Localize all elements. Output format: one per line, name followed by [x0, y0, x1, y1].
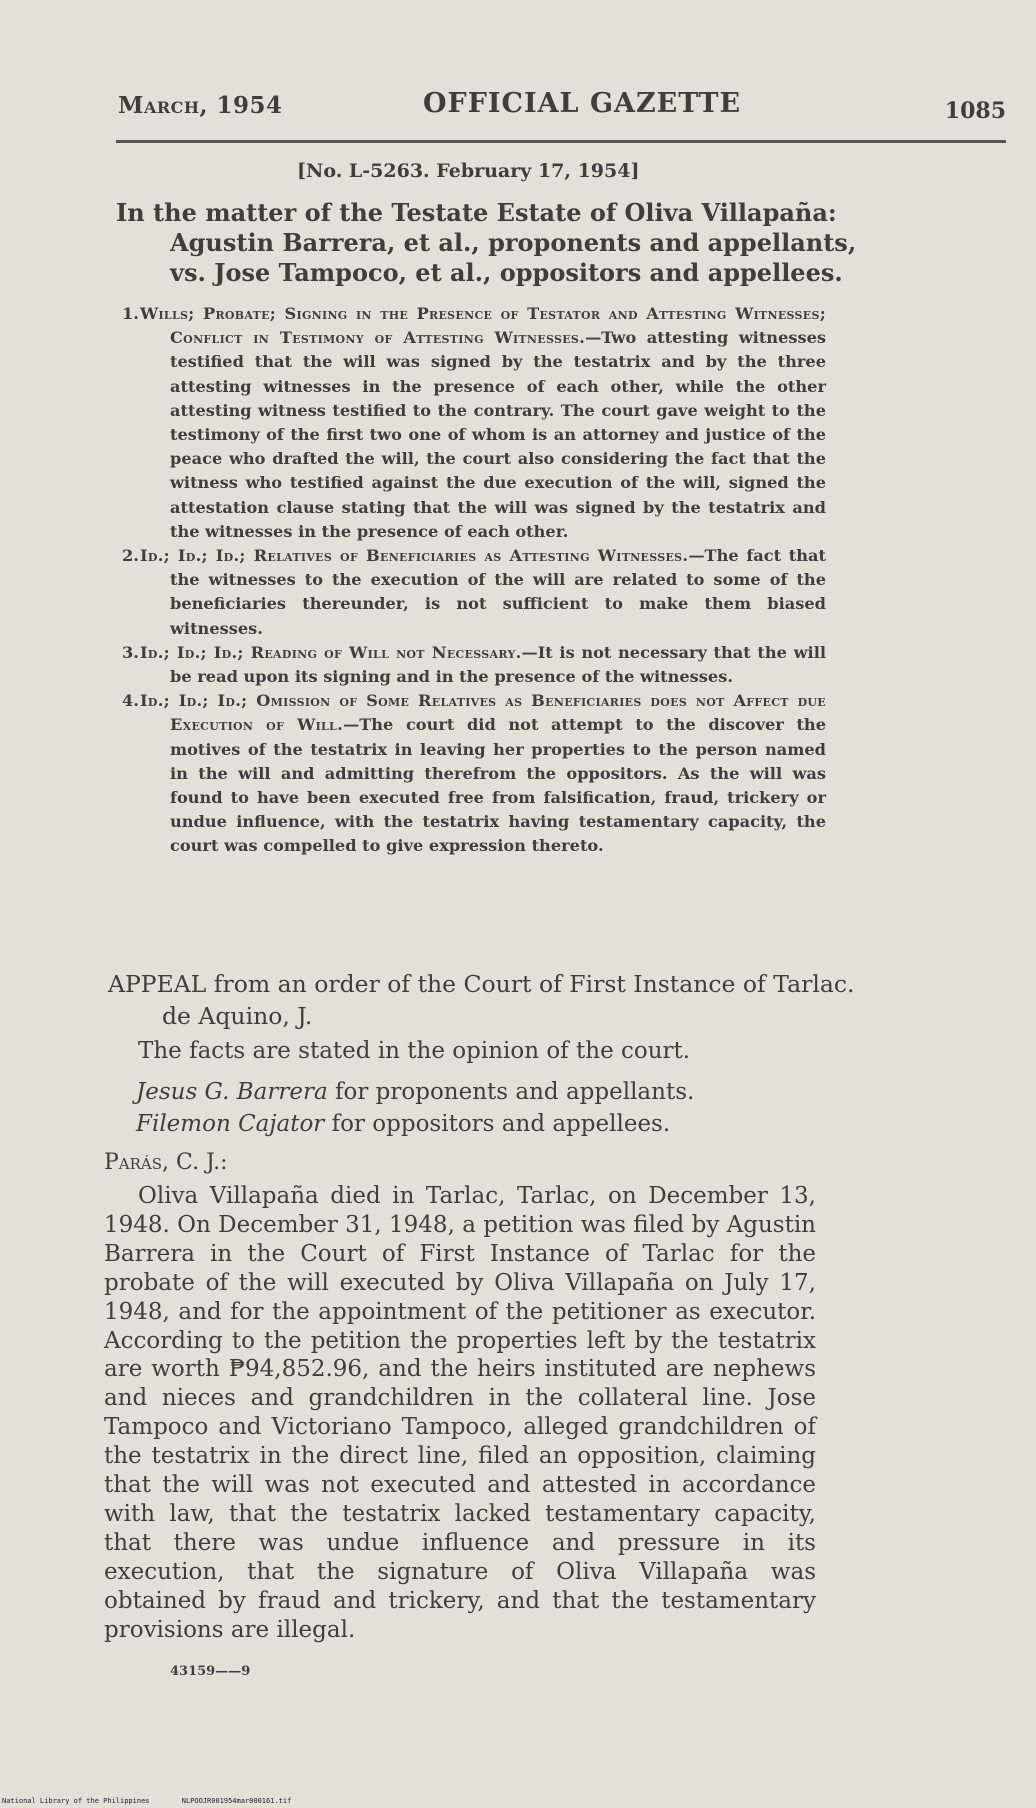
credit-library: National Library of the Philippines: [2, 1797, 150, 1805]
counsel-line: Jesus G. Barrera for proponents and appellants.: [136, 1079, 695, 1105]
syllabus-list: [122, 302, 826, 859]
counsel-name: Jesus G. Barrera: [136, 1079, 328, 1105]
counsel-line: Filemon Cajator for oppositors and appellees.: [136, 1111, 671, 1137]
appeal-statement: [108, 968, 886, 1032]
printer-code: 43159——9: [170, 1664, 251, 1679]
header-date: March, 1954: [118, 92, 283, 119]
syllabus-item: 2.Id.; Id.; Id.; Relatives of Beneficiaries as Attesting Witnesses.—The fact that the witnesses to the execution of the will are related to some of the beneficiaries thereunder, is not sufficient to make them biased witnesses.: [122, 546, 826, 638]
syllabus-heading: Id.; Id.; Id.; Omission of Some Relatives as Beneficiaries does not Affect due Execution of Will.: [140, 691, 826, 735]
syllabus-heading: Id.; Id.; Id.; Reading of Will not Necessary.: [140, 642, 522, 662]
credit-file: NLPOOJR001954mar000161.tif: [181, 1797, 292, 1805]
appeal-judge: de Aquino, J.: [162, 1002, 313, 1030]
syllabus-text: —The fact that the witnesses to the execution of the will are related to some of the beneficiaries thereunder, is not sufficient to make them biased witnesses.: [170, 546, 826, 638]
header-page-number: 1085: [944, 98, 1006, 124]
page-header: [118, 88, 1006, 128]
scan-credit: [2, 1797, 319, 1805]
syllabus-text: —Two attesting witnesses testified that the will was signed by the testatrix and by the three attesting witnesses in the presence of each other, while the other attesting witness testified to the contrary. The court gave weight to the testimony of the first two one of whom is an attorney and justice of the peace who drafted the will, the court also considering the fact that the witness who testified against the due execution of the will, signed the attestation clause stating that the will was signed by the testatrix and the witnesses in the presence of each other.: [170, 328, 827, 541]
counsel-name: Filemon Cajator: [136, 1111, 325, 1137]
opinion-author: Parás, C. J.:: [104, 1150, 228, 1175]
syllabus-item: 3.Id.; Id.; Id.; Reading of Will not Necessary.—It is not necessary that the will be read upon its signing and in the presence of the witnesses.: [122, 642, 826, 687]
syllabus-text: —It is not necessary that the will be read upon its signing and in the presence of the witnesses.: [170, 642, 826, 687]
syllabus-heading: Wills; Probate; Signing in the Presence of Testator and Attesting Witnesses; Conflict in Testimony of Attesting Witnesses.: [140, 304, 826, 348]
syllabus-item: 4.Id.; Id.; Id.; Omission of Some Relatives as Beneficiaries does not Affect due Execution of Will.—The court did not attempt to the discover the motives of the testatrix in leaving her properties to the person named in the will and admitting therefrom the oppositors. As the will was found to have been executed free from falsification, fraud, trickery or undue influence, with the testatrix having testamentary capacity, the court was compelled to give expression thereto.: [122, 691, 826, 856]
syllabus-item: 1.Wills; Probate; Signing in the Presence of Testator and Attesting Witnesses; Conflict in Testimony of Attesting Witnesses.—Two attesting witnesses testified that the will was signed by the testatrix and by the three attesting witnesses in the presence of each other, while the other attesting witness testified to the contrary. The court gave weight to the testimony of the first two one of whom is an attorney and justice of the peace who drafted the will, the court also considering the fact that the witness who testified against the due execution of the will, signed the attestation clause stating that the will was signed by the testatrix and the witnesses in the presence of each other.: [122, 304, 827, 541]
case-title: In the matter of the Testate Estate of Oliva Villapaña: Agustin Barrera, et al., proponents and appellants, vs. Jose Tampoco, et al., oppositors and appellees.: [116, 198, 857, 287]
case-number: [No. L-5263. February 17, 1954]: [297, 160, 640, 182]
header-publication: OFFICIAL GAZETTE: [423, 88, 742, 119]
counsel-block: [136, 1076, 694, 1140]
syllabus-text: —The court did not attempt to the discover the motives of the testatrix in leaving her properties to the person named in the will and admitting therefrom the oppositors. As the will was found to have been executed free from falsification, fraud, trickery or undue influence, with the testatrix having testamentary capacity, the court was compelled to give expression thereto.: [170, 715, 826, 856]
header-rule: [116, 140, 1006, 143]
appeal-text: APPEAL from an order of the Court of First Instance of Tarlac.: [108, 970, 855, 998]
syllabus-heading: Id.; Id.; Id.; Relatives of Beneficiaries as Attesting Witnesses.: [140, 546, 689, 566]
facts-statement: The facts are stated in the opinion of the court.: [138, 1038, 691, 1064]
opinion-text: Oliva Villapaña died in Tarlac, Tarlac, on December 13, 1948. On December 31, 1948, a petition was filed by Agustin Barrera in the Court of First Instance of Tarlac for the probate of the will executed by Oliva Villapaña on July 17, 1948, and for the appointment of the petitioner as executor. According to the petition the properties left by the testatrix are worth ₱94,852.96, and the heirs instituted are nephews and nieces and grandchildren in the collateral line. Jose Tampoco and Victoriano Tampoco, alleged grandchildren of the testatrix in the direct line, filed an opposition, claiming that the will was not executed and attested in accordance with law, that the testatrix lacked testamentary capacity, that there was undue influence and pressure in its execution, that the signature of Oliva Villapaña was obtained by fraud and trickery, and that the testamentary provisions are illegal.: [104, 1183, 816, 1643]
